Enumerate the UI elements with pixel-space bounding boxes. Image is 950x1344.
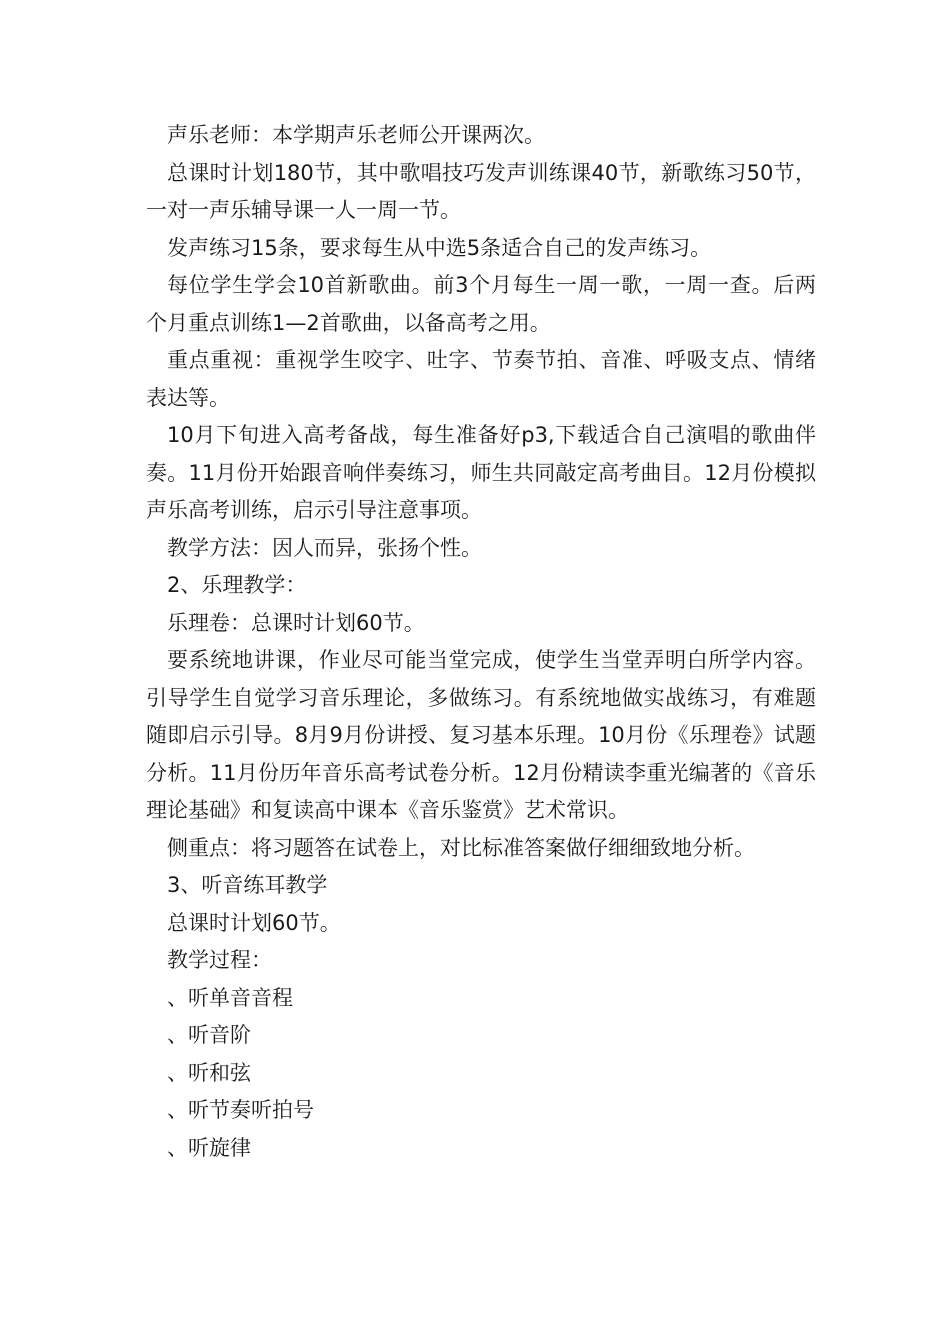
paragraph-theory-focus: 侧重点：将习题答在试卷上，对比标准答案做仔细细致地分析。 <box>167 835 755 860</box>
list-item: 、听节奏听拍号 <box>167 1098 314 1122</box>
paragraph-total-hours: 总课时计划180节，其中歌唱技巧发声训练课40节，新歌练习50节，一对一声乐辅导课一人一周一节。 <box>146 160 816 222</box>
paragraph-key-focus: 重点重视：重视学生咬字、吐字、节奏节拍、音准、呼吸支点、情绪表达等。 <box>146 348 816 410</box>
paragraph-teaching-method: 教学方法：因人而异，张扬个性。 <box>167 535 482 560</box>
list-item: 、听单音音程 <box>167 985 293 1010</box>
section-heading-music-theory: 2、乐理教学： <box>167 573 307 597</box>
paragraph-vocal-teacher: 声乐老师：本学期声乐老师公开课两次。 <box>167 123 545 147</box>
paragraph-new-songs: 每位学生学会10首新歌曲。前3个月每生一周一歌，一周一查。后两个月重点训练1—2首歌曲，以备高考之用。 <box>146 273 816 335</box>
document-body <box>146 117 816 1167</box>
list-item: 、听旋律 <box>167 1135 251 1160</box>
section-heading-ear-training: 3、听音练耳教学 <box>167 873 328 897</box>
paragraph-ear-hours: 总课时计划60节。 <box>167 910 341 935</box>
paragraph-theory-details: 要系统地讲课，作业尽可能当堂完成，使学生当堂弄明白所学内容。引导学生自觉学习音乐理论，多做练习。有系统地做实战练习，有难题随即启示引导。8月9月份讲授、复习基本乐理。10月份《乐理卷》试题分析。11月份历年音乐高考试卷分析。12月份精读李重光编著的《音乐理论基础》和复读高中课本《音乐鉴赏》艺术常识。 <box>146 648 816 822</box>
paragraph-vocal-exercises: 发声练习15条，要求每生从中选5条适合自己的发声练习。 <box>167 235 712 260</box>
paragraph-exam-prep: 10月下旬进入高考备战，每生准备好p3,下载适合自己演唱的歌曲伴奏。11月份开始跟音响伴奏练习，师生共同敲定高考曲目。12月份模拟声乐高考训练，启示引导注意事项。 <box>146 423 816 522</box>
paragraph-theory-hours: 乐理卷：总课时计划60节。 <box>167 610 425 635</box>
paragraph-teaching-process: 教学过程： <box>167 948 272 972</box>
list-item: 、听和弦 <box>167 1060 251 1085</box>
list-item: 、听音阶 <box>167 1023 251 1047</box>
